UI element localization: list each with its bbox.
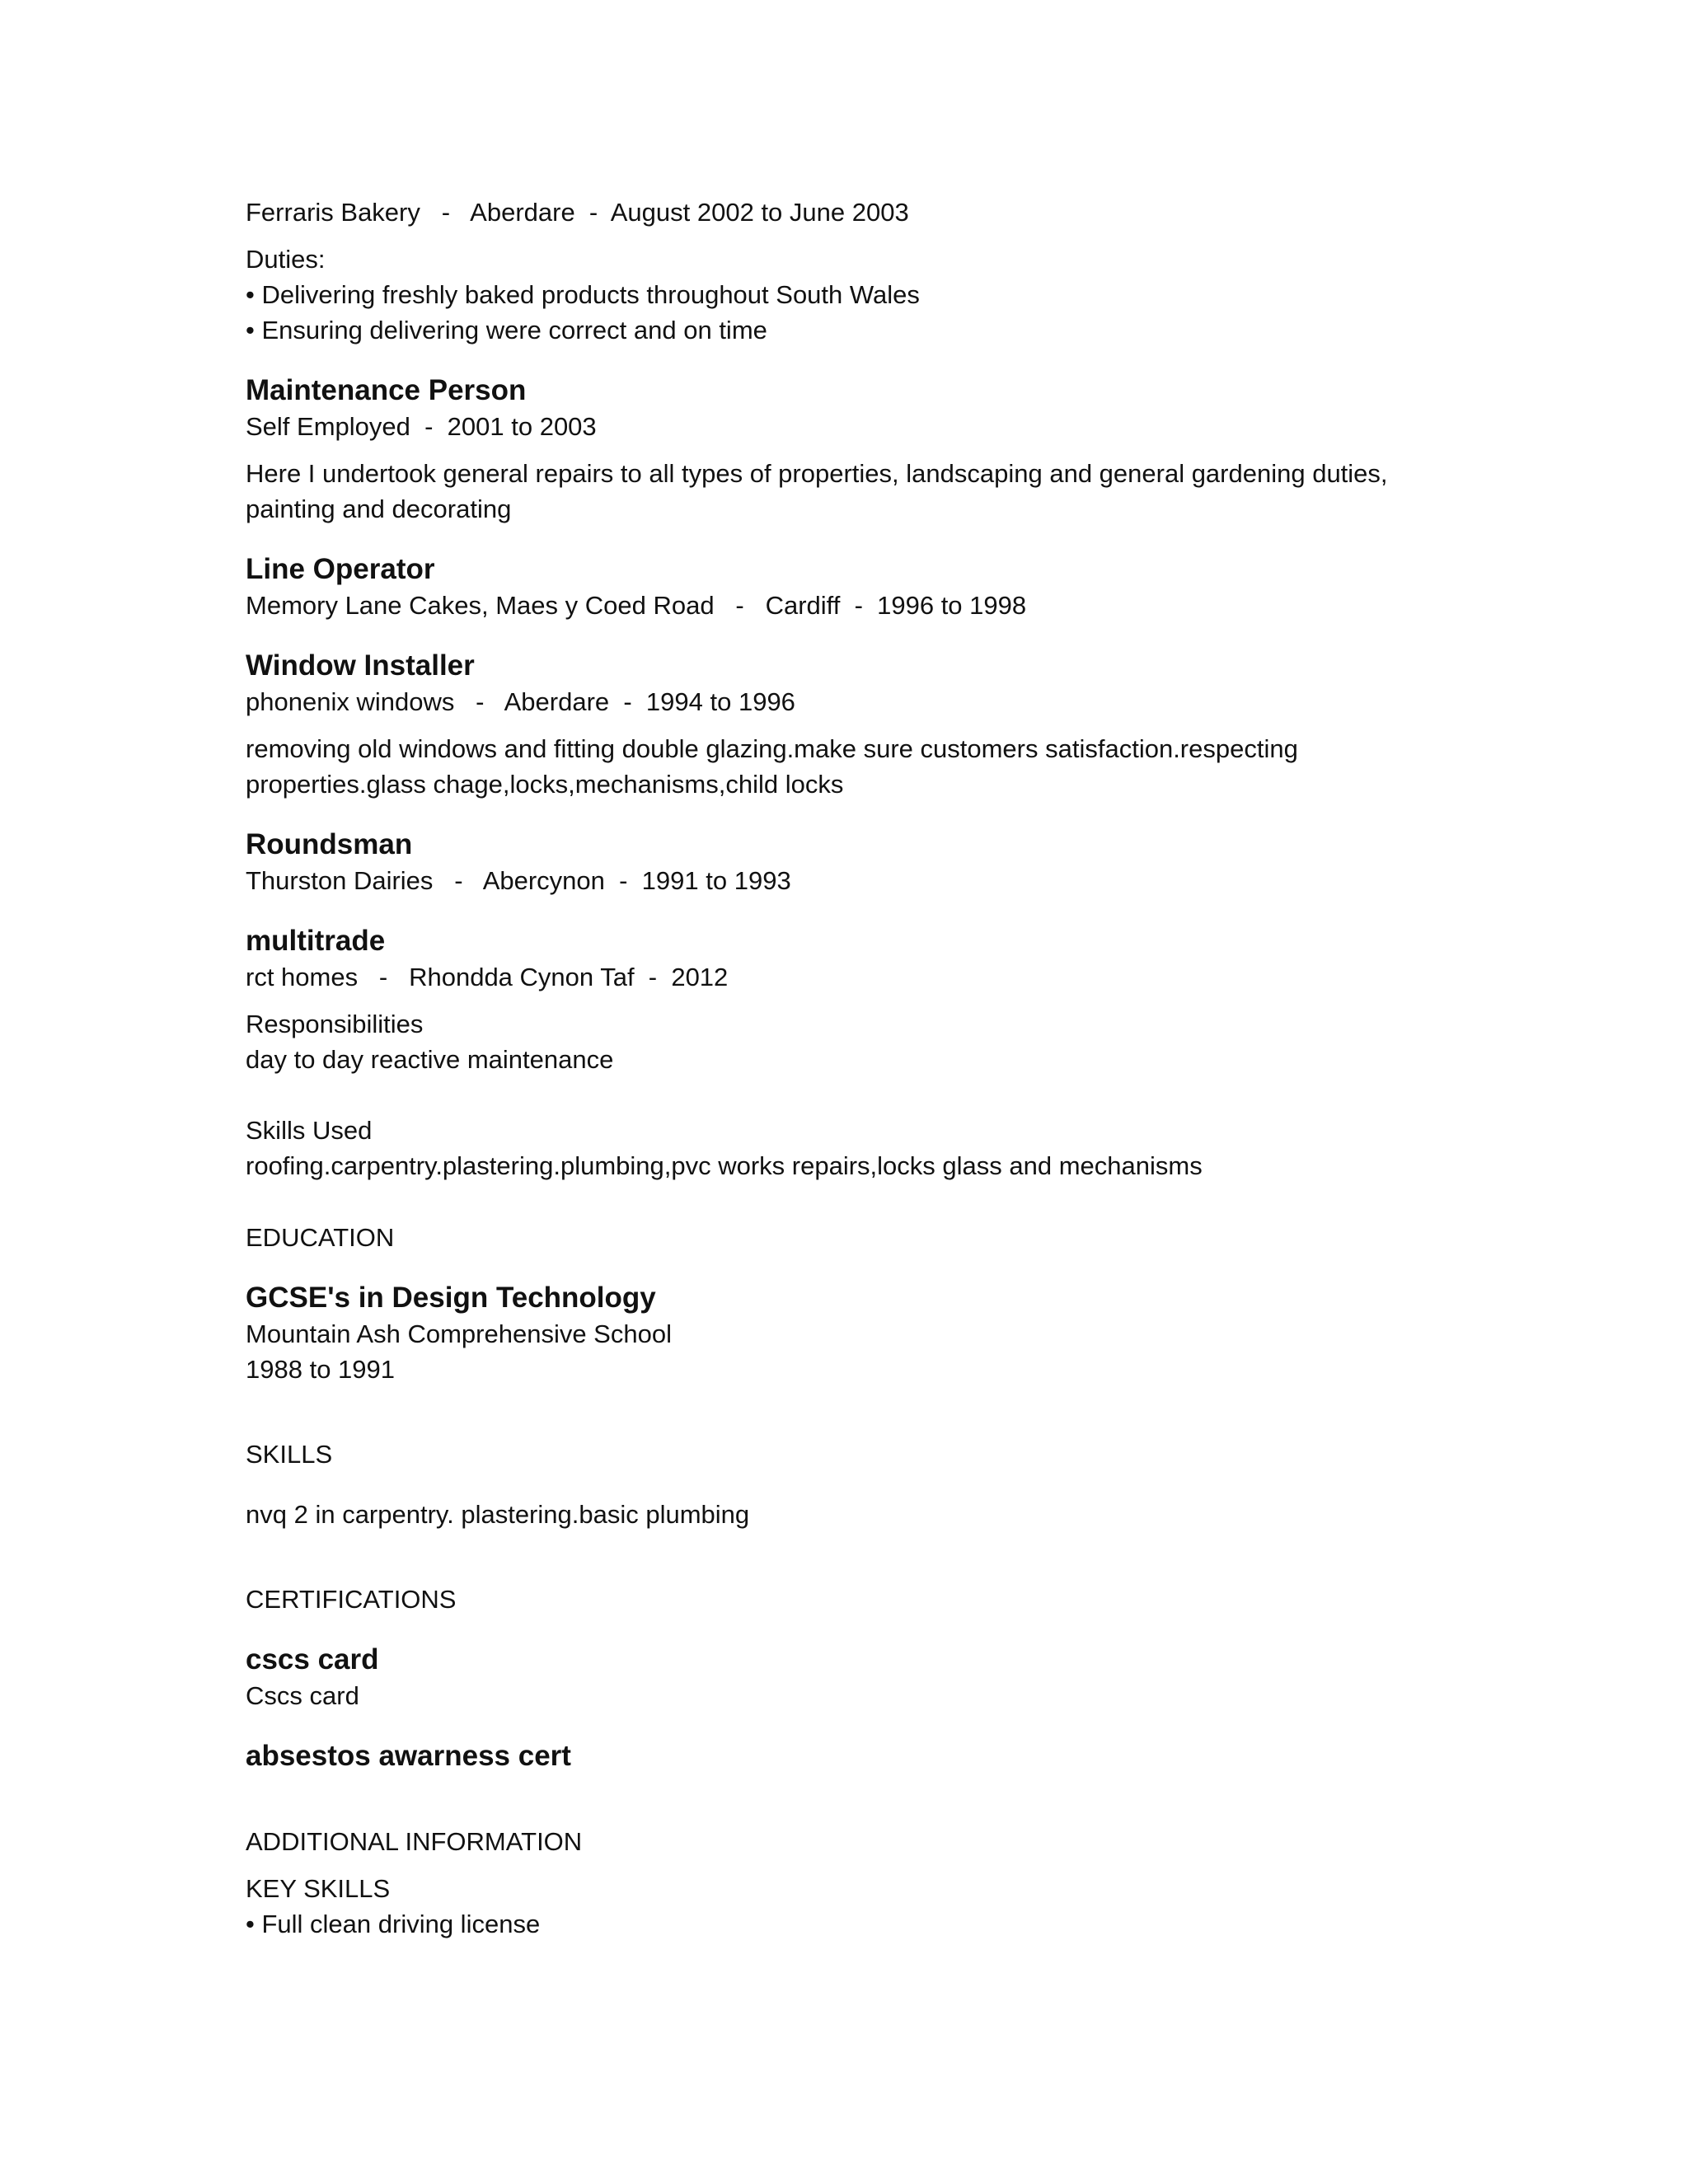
job-multitrade-line: rct homes - Rhondda Cynon Taf - 2012 bbox=[246, 963, 729, 991]
job-window-installer-description: removing old windows and fitting double glazing.make sure customers satisfaction.respecting properties.glass chage,locks,mechanisms,child locks bbox=[246, 734, 1298, 799]
education-school: Mountain Ash Comprehensive School bbox=[246, 1319, 672, 1348]
duty-item: • Ensuring delivering were correct and on time bbox=[246, 316, 767, 344]
job-title-roundsman: Roundsman bbox=[246, 828, 413, 860]
duty-item: • Delivering freshly baked products throughout South Wales bbox=[246, 280, 920, 309]
certifications-heading: CERTIFICATIONS bbox=[246, 1585, 457, 1614]
skills-text: nvq 2 in carpentry. plastering.basic plumbing bbox=[246, 1500, 750, 1529]
job-window-installer-line: phonenix windows - Aberdare - 1994 to 1996 bbox=[246, 687, 795, 716]
skills-used-label: Skills Used bbox=[246, 1116, 373, 1145]
job-maintenance-description: Here I undertook general repairs to all types of properties, landscaping and general gardening duties, painting and decorating bbox=[246, 459, 1388, 523]
skills-used-text: roofing.carpentry.plastering.plumbing,pvc works repairs,locks glass and mechanisms bbox=[246, 1151, 1203, 1180]
job-title-multitrade: multitrade bbox=[246, 925, 386, 957]
job-title-maintenance: Maintenance Person bbox=[246, 374, 527, 406]
job-maintenance-line: Self Employed - 2001 to 2003 bbox=[246, 412, 597, 441]
job-roundsman-line: Thurston Dairies - Abercynon - 1991 to 1993 bbox=[246, 866, 791, 895]
education-heading: EDUCATION bbox=[246, 1223, 395, 1252]
key-skills-label: KEY SKILLS bbox=[246, 1874, 391, 1903]
responsibilities-label: Responsibilities bbox=[246, 1010, 424, 1038]
responsibilities-text: day to day reactive maintenance bbox=[246, 1045, 614, 1074]
additional-info-heading: ADDITIONAL INFORMATION bbox=[246, 1827, 583, 1856]
certification-title: cscs card bbox=[246, 1643, 379, 1675]
job-ferraris-line: Ferraris Bakery - Aberdare - August 2002 to June 2003 bbox=[246, 198, 909, 227]
key-skill-item: • Full clean driving license bbox=[246, 1910, 541, 1938]
job-line-operator-line: Memory Lane Cakes, Maes y Coed Road - Cardiff - 1996 to 1998 bbox=[246, 591, 1027, 620]
skills-heading: SKILLS bbox=[246, 1440, 333, 1469]
resume-page bbox=[246, 194, 1449, 1942]
duties-label: Duties: bbox=[246, 245, 326, 274]
education-years: 1988 to 1991 bbox=[246, 1355, 396, 1384]
job-title-window-installer: Window Installer bbox=[246, 649, 475, 682]
certification-detail: Cscs card bbox=[246, 1681, 359, 1710]
certification-title: absestos awarness cert bbox=[246, 1740, 571, 1772]
job-title-line-operator: Line Operator bbox=[246, 553, 435, 585]
education-title: GCSE's in Design Technology bbox=[246, 1282, 656, 1314]
